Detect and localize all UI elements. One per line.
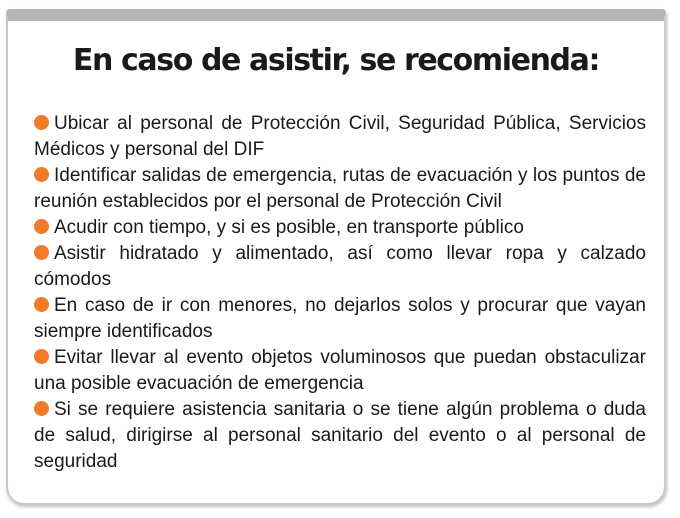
list-item-text: Si se requiere asistencia sanitaria o se tiene algún problema o duda de salud, dirigirse al personal sanitario del evento o al personal de seguridad — [34, 399, 646, 472]
list-item — [34, 215, 646, 241]
list-item-text: Ubicar al personal de Protección Civil, Seguridad Pública, Servicios Médicos y personal del DIF — [34, 113, 646, 160]
list-item — [34, 293, 646, 345]
list-item — [34, 397, 646, 475]
list-item — [34, 111, 646, 163]
list-item-text: En caso de ir con menores, no dejarlos solos y procurar que vayan siempre identificados — [34, 295, 646, 342]
orange-dot-icon — [34, 245, 49, 260]
orange-dot-icon — [34, 219, 49, 234]
orange-dot-icon — [34, 349, 49, 364]
orange-dot-icon — [34, 401, 49, 416]
list-item-text: Identificar salidas de emergencia, rutas de evacuación y los puntos de reunión establecidos por el personal de Protección Civil — [34, 165, 646, 212]
page-title: En caso de asistir, se recomienda: — [72, 43, 600, 78]
orange-dot-icon — [34, 115, 49, 130]
list-item — [34, 241, 646, 293]
list-item — [34, 345, 646, 397]
orange-dot-icon — [34, 167, 49, 182]
recommendations-card — [6, 9, 666, 505]
list-item-text: Acudir con tiempo, y si es posible, en transporte público — [54, 217, 524, 238]
orange-dot-icon — [34, 297, 49, 312]
list-item-text: Evitar llevar al evento objetos voluminosos que puedan obstaculizar una posible evacuación de emergencia — [34, 347, 646, 394]
list-item — [34, 163, 646, 215]
recommendations-list — [34, 111, 646, 475]
list-item-text: Asistir hidratado y alimentado, así como llevar ropa y calzado cómodos — [34, 243, 646, 290]
